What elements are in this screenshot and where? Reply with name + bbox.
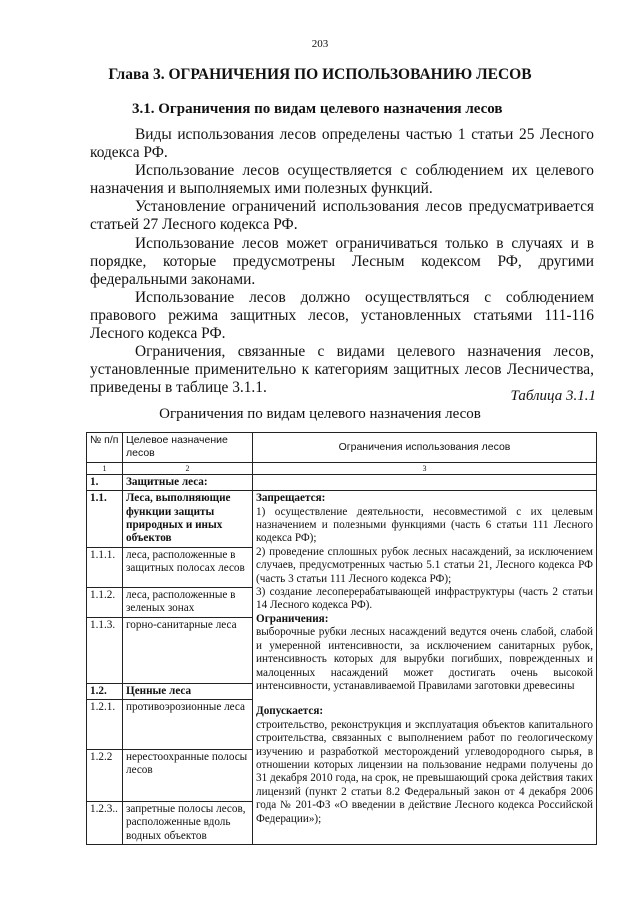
row-number: 1.2.1. bbox=[87, 700, 123, 750]
row-purpose: Защитные леса: bbox=[123, 474, 253, 490]
prohibited-item: 3) создание лесоперерабатывающей инфраструктуры (часть 2 статьи 14 Лесного кодекса РФ). bbox=[256, 586, 593, 612]
table-row bbox=[87, 474, 597, 490]
paragraph: Ограничения, связанные с видами целевого назначения лесов, установленные применительно к категориям защитных лесов Лесничества, приведены в таблице 3.1.1. bbox=[90, 343, 594, 397]
page-number: 203 bbox=[311, 38, 329, 50]
header-restrictions: Ограничения использования лесов bbox=[253, 433, 597, 463]
allowed-title: Допускается: bbox=[256, 705, 324, 718]
column-number-row bbox=[87, 462, 597, 474]
restrictions-table bbox=[86, 432, 597, 845]
row-number: 1.1. bbox=[87, 491, 123, 548]
paragraph: Использование лесов осуществляется с соблюдением их целевого назначения и выполняемых ими полезных функций. bbox=[90, 162, 594, 198]
chapter-title: Глава 3. ОГРАНИЧЕНИЯ ПО ИСПОЛЬЗОВАНИЮ ЛЕСОВ bbox=[108, 66, 532, 83]
limits-text: выборочные рубки лесных насаждений ведутся очень слабой, слабой и умеренной интенсивности, за исключением санитарных рубок, интенсивность которых для вырубки погибших, поврежденных и малоценных насаждений может достигать очень высокой интенсивности, устанавливаемой Правилами заготовки древесины bbox=[256, 626, 593, 692]
paragraph: Использование лесов должно осуществляться с соблюдением правового режима защитных лесов, установленных статьями 111-116 Лесного кодекса РФ. bbox=[90, 288, 594, 343]
row-number: 1.1.3. bbox=[87, 617, 123, 683]
paragraph: Виды использования лесов определены частью 1 статьи 25 Лесного кодекса РФ. bbox=[90, 126, 594, 162]
table-header-row bbox=[87, 433, 597, 463]
prohibited-item: 1) осуществление деятельности, несовместимой с их целевым назначением и полезными функциями (часть 6 статьи 111 Лесного кодекса РФ); bbox=[256, 505, 593, 545]
prohibited-item: 2) проведение сплошных рубок лесных насаждений, за исключением случаев, предусмотренных частью 5.1 статьи 21, Лесного кодекса РФ (часть 3 статьи 111 Лесного кодекса РФ); bbox=[256, 545, 593, 585]
header-purpose: Целевое назначение лесов bbox=[123, 433, 253, 463]
prohibited-title: Запрещается: bbox=[256, 492, 326, 505]
column-number: 3 bbox=[253, 462, 597, 474]
paragraph: Использование лесов может ограничиваться только в случаях и в порядке, которые предусмотрены Лесным кодексом РФ, другими федеральными законами. bbox=[90, 234, 594, 288]
row-purpose: леса, расположенные в зеленых зонах bbox=[123, 587, 253, 617]
row-purpose: леса, расположенные в защитных полосах лесов bbox=[123, 547, 253, 587]
allowed-text: строительство, реконструкция и эксплуатация объектов капитального строительства, связанных с выполнением работ по геологическому изучению и разработкой месторождений углеводородного сырья, в отношении которых лицензии на пользование недрами получены до 31 декабря 2010 года, на срок, не превышающий срока действия таких лицензий (пункт 2 статьи 8.2 Федеральный закон от 4 декабря 2006 года № 201-ФЗ «О введении в действие Лесного кодекса Российской Федерации»); bbox=[256, 718, 593, 825]
row-purpose: горно-санитарные леса bbox=[123, 617, 253, 683]
row-restriction-empty bbox=[253, 474, 597, 490]
column-number: 2 bbox=[123, 462, 253, 474]
row-number: 1.2. bbox=[87, 683, 123, 699]
table-label: Таблица 3.1.1 bbox=[510, 388, 596, 404]
paragraph: Установление ограничений использования лесов предусматривается статьей 27 Лесного кодекса РФ. bbox=[90, 198, 594, 234]
header-number: № п/п bbox=[87, 433, 123, 463]
row-number: 1.2.2 bbox=[87, 750, 123, 802]
row-number: 1. bbox=[87, 474, 123, 490]
row-purpose: противоэрозионные леса bbox=[123, 700, 253, 750]
column-number: 1 bbox=[87, 462, 123, 474]
row-purpose: запретные полосы лесов, расположенные вдоль водных объектов bbox=[123, 802, 253, 845]
body-text bbox=[90, 126, 594, 397]
table-title: Ограничения по видам целевого назначения лесов bbox=[159, 406, 481, 422]
limits-title: Ограничения: bbox=[256, 612, 329, 625]
restrictions-cell bbox=[253, 491, 597, 845]
row-purpose: Ценные леса bbox=[123, 683, 253, 699]
row-number: 1.2.3.. bbox=[87, 802, 123, 845]
row-purpose: Леса, выполняющие функции защиты природных и иных объектов bbox=[123, 491, 253, 548]
section-title: 3.1. Ограничения по видам целевого назначения лесов bbox=[132, 101, 503, 117]
row-number: 1.1.2. bbox=[87, 587, 123, 617]
row-purpose: нерестоохранные полосы лесов bbox=[123, 750, 253, 802]
row-number: 1.1.1. bbox=[87, 547, 123, 587]
table-row bbox=[87, 491, 597, 548]
